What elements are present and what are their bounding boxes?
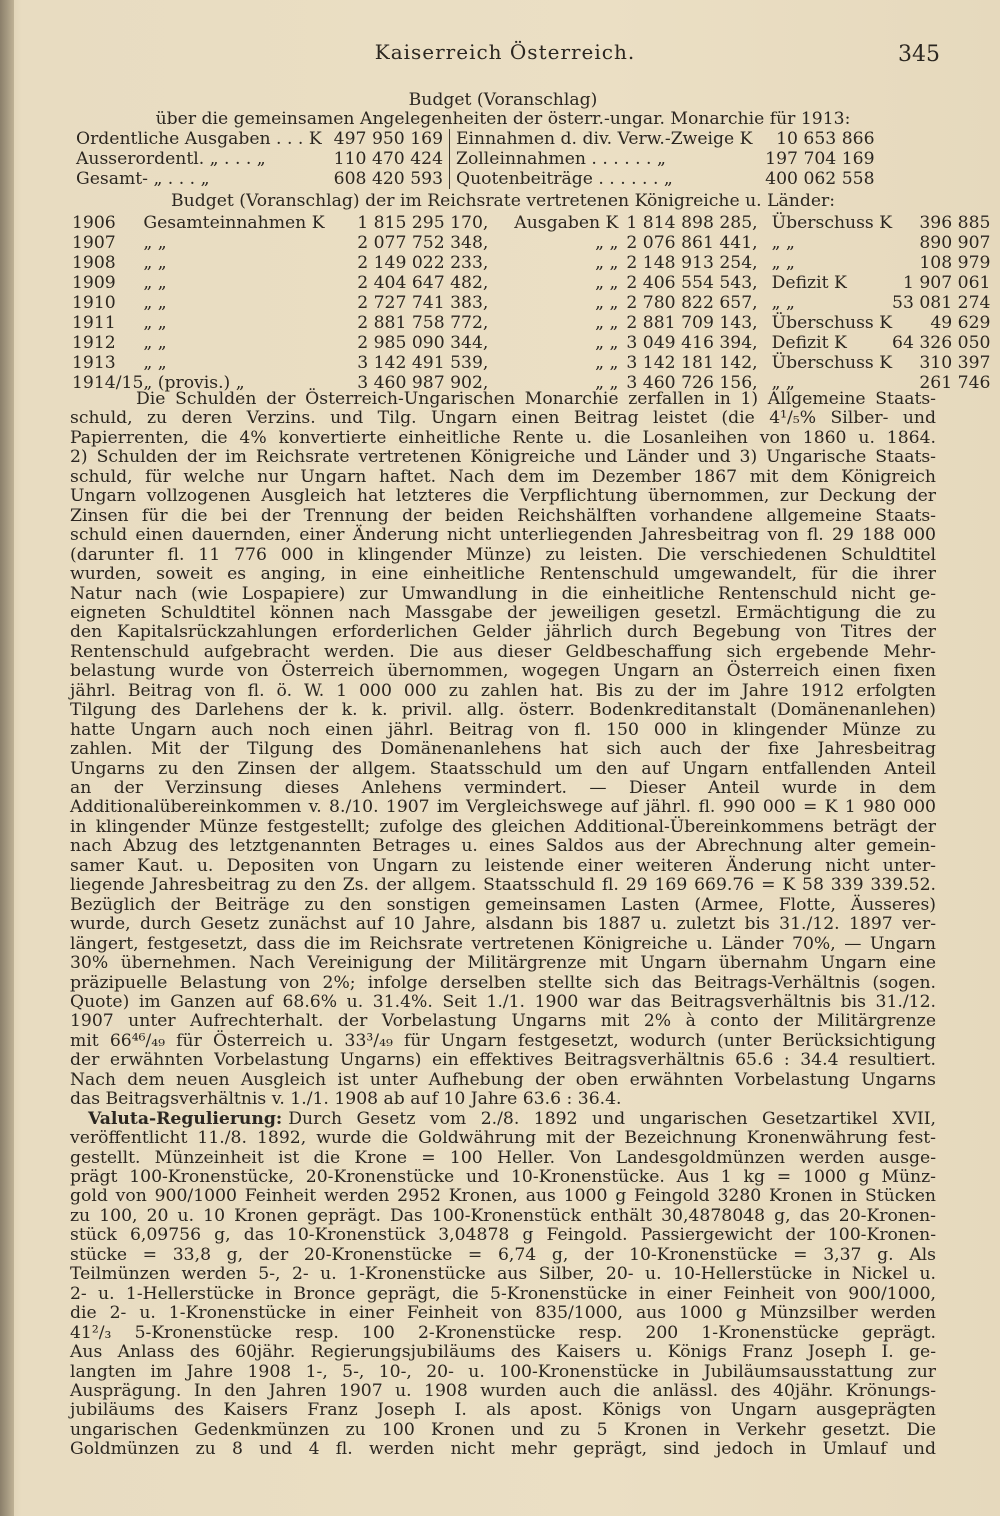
year-cell-result: 108 979 xyxy=(919,253,991,273)
valuta-line: Goldmünzen zu 8 und 4 fl. werden nicht mehr geprägt, sind jedoch in Umlauf und xyxy=(70,1439,936,1460)
year-cell-income-label: „ „ xyxy=(143,273,167,293)
text-line: in klingender Münze festgestellt; zufolge des gleichen Additional-Übereinkommens beträgt der xyxy=(70,816,936,837)
year-cell-income: 2 404 647 482, xyxy=(357,273,489,293)
year-cell-expenditure: 1 814 898 285, xyxy=(626,213,758,233)
yearly-budget-table xyxy=(72,213,990,393)
year-cell-income-label: „ „ xyxy=(143,313,167,333)
text-line: zahlen. Mit der Tilgung des Domänenanlehens hat sich auch der fixe Jahresbeitrag xyxy=(70,739,936,760)
text-line: Quote) im Ganzen auf 68.6% u. 31.4%. Seit 1./1. 1900 war das Beitragsverhältnis bis 31./12. xyxy=(70,991,936,1012)
year-cell-result-label: „ „ xyxy=(771,253,795,273)
valuta-line: gestellt. Münzeinheit ist die Krone = 100 Heller. Von Landesgoldmünzen werden ausge- xyxy=(70,1147,936,1168)
valuta-first-line xyxy=(70,1110,936,1130)
year-cell-income: 2 985 090 344, xyxy=(357,333,489,353)
year-cell-exp-label: Ausgaben K xyxy=(514,213,619,233)
text-line: hatte Ungarn auch noch einen jährl. Beitrag von fl. 150 000 in klingender Münze zu xyxy=(70,719,936,740)
year-cell-expenditure: 2 076 861 441, xyxy=(626,233,758,253)
text-line: 1907 unter Aufrechterhalt. der Vorbelastung Ungarns mit 2% à conto der Militärgrenze xyxy=(70,1011,936,1032)
year-cell-expenditure: 2 148 913 254, xyxy=(626,253,758,273)
year-cell-result: 310 397 xyxy=(919,353,991,373)
year-cell-income-label: „ „ xyxy=(143,353,167,373)
year-cell-result: 890 907 xyxy=(919,233,991,253)
valuta-line: Aus Anlass des 60jähr. Regierungsjubiläums des Kaisers u. Königs Franz Joseph I. ge- xyxy=(70,1342,936,1363)
year-cell-income: 1 815 295 170, xyxy=(357,213,489,233)
valuta-line: Ausprägung. In den Jahren 1907 u. 1908 wurden auch die anlässl. des 40jähr. Krönungs- xyxy=(70,1380,936,1401)
year-cell-income-label: „ (provis.) „ xyxy=(143,373,245,393)
text-line: jährl. Beitrag von fl. ö. W. 1 000 000 zu zahlen hat. Bis zu der im Jahre 1912 erfolgten xyxy=(70,680,936,701)
year-cell-expenditure: 3 142 181 142, xyxy=(626,353,758,373)
year-cell-exp-label: „ „ xyxy=(595,333,619,353)
valuta-line: 2- u. 1-Hellerstücke in Bronce geprägt, die 5-Kronenstücke in einer Feinheit von 900/1000, xyxy=(70,1283,936,1304)
budget-cell-amount2: 400 062 558 xyxy=(765,169,875,189)
text-line: schuld einen dauernden, einer Änderung nicht unterliegenden Jahresbeitrag von fl. 29 188 000 xyxy=(70,525,936,546)
page-number: 345 xyxy=(898,42,940,67)
budget-cell-label: Ordentliche Ausgaben . . . K xyxy=(76,129,322,149)
text-line: das Beitragsverhältnis v. 1./1. 1908 ab auf 10 Jahre 63.6 : 36.4. xyxy=(70,1089,622,1110)
year-cell-year: 1913 xyxy=(72,353,116,373)
running-title: Kaiserreich Österreich. xyxy=(374,40,636,64)
year-cell-year: 1906 xyxy=(72,213,116,233)
budget-cell-label: Gesamt- „ . . . „ xyxy=(76,169,210,189)
year-cell-year: 1907 xyxy=(72,233,116,253)
text-line: (darunter fl. 11 776 000 in klingender Münze) zu leisten. Die verschiedenen Schuldtitel xyxy=(70,544,936,565)
text-line: den Kapitalsrückzahlungen erforderlichen Gelder jährlich durch Begebung von Titres der xyxy=(70,622,936,643)
year-cell-year: 1909 xyxy=(72,273,116,293)
year-cell-income: 3 142 491 539, xyxy=(357,353,489,373)
budget-cell-amount: 608 420 593 xyxy=(328,169,450,189)
year-cell-expenditure: 2 881 709 143, xyxy=(626,313,758,333)
valuta-heading: Valuta-Regulierung: xyxy=(88,1108,283,1129)
year-cell-result: 1 907 061 xyxy=(902,273,991,293)
valuta-line: 41²/₃ 5-Kronenstücke resp. 100 2-Kronenstücke resp. 200 1-Kronenstücke geprägt. xyxy=(70,1322,936,1343)
budget-cell-label2: Zolleinnahmen . . . . . . „ xyxy=(456,149,666,169)
valuta-line: stück 6,09756 g, das 10-Kronenstück 3,04878 g Feingold. Passiergewicht der 100-Kronen- xyxy=(70,1225,936,1246)
year-cell-result-label: „ „ xyxy=(771,373,795,393)
year-row xyxy=(72,213,990,233)
year-row xyxy=(72,273,990,293)
text-line: längert, festgesetzt, dass die im Reichsrate vertretenen Königreiche u. Länder 70%, — Ungarn xyxy=(70,933,936,954)
valuta-line: gold von 900/1000 Feinheit werden 2952 Kronen, aus 1000 g Feingold 3280 Kronen in Stücken xyxy=(70,1186,936,1207)
year-cell-year: 1914/15 xyxy=(72,373,144,393)
text-line: Ungarn vollzogenen Ausgleich hat letzteres die Verpflichtung übernommen, zur Deckung der xyxy=(70,486,936,507)
year-cell-income-label: „ „ xyxy=(143,293,167,313)
year-cell-result-label: Überschuss K xyxy=(771,353,893,373)
text-line: Bezüglich der Beiträge zu den sonstigen gemeinsamen Lasten (Armee, Flotte, Äusseres) xyxy=(70,894,936,915)
valuta-line: Teilmünzen werden 5-, 2- u. 1-Kronenstücke aus Silber, 20- u. 10-Hellerstücke in Nickel u. xyxy=(70,1264,936,1285)
budget-cell-amount2: 10 653 866 xyxy=(776,129,875,149)
common-budget-row xyxy=(72,169,881,189)
year-cell-result: 49 629 xyxy=(930,313,991,333)
text-line: liegende Jahresbeitrag zu den Zs. der allgem. Staatsschuld fl. 29 169 669.76 = K 58 339 339.52. xyxy=(70,875,936,896)
common-budget-table xyxy=(72,129,881,189)
common-budget-row xyxy=(72,129,881,149)
year-cell-income: 3 460 987 902, xyxy=(357,373,489,393)
text-line: belastung wurde von Österreich übernommen, wogegen Ungarn an Österreich einen fixen xyxy=(70,661,936,682)
year-cell-income: 2 149 022 233, xyxy=(357,253,489,273)
year-cell-result-label: Überschuss K xyxy=(771,213,893,233)
text-line: schuld, für welche nur Ungarn haftet. Nach dem im Dezember 1867 mit dem Königreich xyxy=(70,466,936,487)
year-cell-expenditure: 2 406 554 543, xyxy=(626,273,758,293)
text-line: Zinsen für die bei der Trennung der beiden Reichshälften vorhandene allgemeine Staats- xyxy=(70,505,936,526)
year-cell-result: 53 081 274 xyxy=(892,293,991,313)
year-cell-year: 1908 xyxy=(72,253,116,273)
year-cell-exp-label: „ „ xyxy=(595,233,619,253)
common-budget-row xyxy=(72,149,881,169)
valuta-line: prägt 100-Kronenstücke, 20-Kronenstücke und 10-Kronenstücke. Aus 1 kg = 1000 g Münz- xyxy=(70,1167,936,1187)
year-row xyxy=(72,353,990,373)
year-cell-year: 1911 xyxy=(72,313,116,333)
text-line: eigneten Schuldtitel können nach Massgabe der jeweiligen gesetzl. Ermächtigung die zu xyxy=(70,602,936,623)
text-line: wurden, soweit es anging, in eine einheitliche Rentenschuld umgewandelt, für die ihrer xyxy=(70,564,936,585)
text-line: samer Kaut. u. Depositen von Ungarn zu leistende einer weiteren Änderung nicht unter- xyxy=(70,855,936,876)
year-cell-year: 1910 xyxy=(72,293,116,313)
text-line: Papierrenten, die 4% konvertierte einheitliche Rente u. die Losanleihen von 1860 u. 1864. xyxy=(70,427,936,448)
text-line: 2) Schulden der im Reichsrate vertretenen Königreiche und Länder und 3) Ungarische Staats- xyxy=(70,447,936,468)
text-line: präzipuelle Belastung von 2%; infolge derselben stellte sich das Beitrags-Verhältnis (sogen. xyxy=(70,972,936,993)
text-line: Natur nach (wie Lospapiere) zur Umwandlung in die einheitliche Rentenschuld nicht ge- xyxy=(70,583,936,604)
text-line: schuld, zu deren Verzins. und Tilg. Ungarn einen Beitrag leistet (die 4¹/₅% Silber- und xyxy=(70,408,936,429)
year-cell-year: 1912 xyxy=(72,333,116,353)
text-line: wurde, durch Gesetz zunächst auf 10 Jahre, alsdann bis 1887 u. zuletzt bis 31./12. 1897 ver- xyxy=(70,914,936,935)
budget-cell-amount: 110 470 424 xyxy=(328,149,450,169)
text-line: der erwähnten Vorbelastung Ungarns) ein effektives Beitragsverhältnis 65.6 : 34.4 resultiert. xyxy=(70,1050,936,1071)
year-cell-income: 2 077 752 348, xyxy=(357,233,489,253)
year-cell-result-label: „ „ xyxy=(771,233,795,253)
text-line: Nach dem neuen Ausgleich ist unter Aufhebung der oben erwähnten Vorbelastung Ungarns xyxy=(70,1069,936,1090)
page-header xyxy=(70,40,940,70)
year-cell-income-label: Gesamteinnahmen K xyxy=(143,213,325,233)
text-line: Ungarns zu den Zinsen der allgem. Staatsschuld um den auf Ungarn entfallenden Anteil xyxy=(70,758,936,779)
year-cell-result-label: Defizit K xyxy=(771,273,847,293)
valuta-first-rest: Durch Gesetz vom 2./8. 1892 und ungarischen Gesetzartikel XVII, xyxy=(288,1108,936,1129)
year-cell-exp-label: „ „ xyxy=(595,353,619,373)
year-cell-income: 2 881 758 772, xyxy=(357,313,489,333)
year-cell-result: 64 326 050 xyxy=(892,333,991,353)
year-cell-expenditure: 3 049 416 394, xyxy=(626,333,758,353)
valuta-line: stücke = 33,8 g, der 20-Kronenstücke = 6,74 g, der 10-Kronenstücke = 3,37 g. Als xyxy=(70,1244,936,1265)
year-cell-result-label: Überschuss K xyxy=(771,313,893,333)
year-cell-exp-label: „ „ xyxy=(595,273,619,293)
budget-subtitle: über die gemeinsamen Angelegenheiten der österr.-ungar. Monarchie für 1913: xyxy=(155,109,851,129)
budget-cell-label2: Quotenbeiträge . . . . . . „ xyxy=(456,169,673,189)
year-row xyxy=(72,253,990,273)
year-cell-result: 261 746 xyxy=(919,373,991,393)
valuta-line: veröffentlicht 11./8. 1892, wurde die Goldwährung mit der Bezeichnung Kronenwährung fest- xyxy=(70,1128,936,1149)
year-row xyxy=(72,333,990,353)
year-cell-income-label: „ „ xyxy=(143,253,167,273)
budget-title: Budget (Voranschlag) xyxy=(408,90,598,110)
year-cell-exp-label: „ „ xyxy=(595,253,619,273)
year-cell-result-label: Defizit K xyxy=(771,333,847,353)
valuta-line: die 2- u. 1-Kronenstücke in einer Feinheit von 835/1000, aus 1000 g Münzsilber werden xyxy=(70,1303,936,1324)
year-cell-income-label: „ „ xyxy=(143,333,167,353)
year-cell-income-label: „ „ xyxy=(143,233,167,253)
year-cell-exp-label: „ „ xyxy=(595,293,619,313)
budget-cell-amount: 497 950 169 xyxy=(328,129,450,149)
text-line: 30% übernehmen. Nach Vereinigung der Militärgrenze mit Ungarn übernahm Ungarn eine xyxy=(70,953,936,974)
budget-cell-label2: Einnahmen d. div. Verw.-Zweige K xyxy=(456,129,753,149)
year-cell-expenditure: 2 780 822 657, xyxy=(626,293,758,313)
text-line: Additionalübereinkommen v. 8./10. 1907 im Vergleichswege auf jährl. fl. 990 000 = K 1 980 000 xyxy=(70,797,936,818)
year-cell-income: 2 727 741 383, xyxy=(357,293,489,313)
year-cell-exp-label: „ „ xyxy=(595,313,619,333)
text-line: Die Schulden der Österreich-Ungarischen Monarchie zerfallen in 1) Allgemeine Staats- xyxy=(136,389,936,409)
text-line: Rentenschuld aufgebracht werden. Die aus dieser Geldbeschaffung sich ergebende Mehr- xyxy=(70,641,936,662)
year-cell-result: 396 885 xyxy=(919,213,991,233)
year-cell-exp-label: „ „ xyxy=(595,373,619,393)
text-line: an der Verzinsung dieses Anlehens vermindert. — Dieser Anteil wurde in dem xyxy=(70,778,936,798)
year-row xyxy=(72,313,990,333)
text-line: Tilgung des Darlehens der k. k. privil. allg. österr. Bodenkreditanstalt (Domänenanlehen) xyxy=(70,700,936,721)
year-cell-expenditure: 3 460 726 156, xyxy=(626,373,758,393)
year-row xyxy=(72,293,990,313)
year-cell-result-label: „ „ xyxy=(771,293,795,313)
valuta-line: zu 100, 20 u. 10 Kronen geprägt. Das 100-Kronenstück enthält 30,4878048 g, das 20-Kronen- xyxy=(70,1205,936,1226)
text-line: nach Abzug des letztgenannten Betrages u. eines Saldos aus der Abrechnung alter gemein- xyxy=(70,836,936,857)
valuta-line: ungarischen Gedenkmünzen zu 100 Kronen und zu 5 Kronen in Verkehr gesetzt. Die xyxy=(70,1419,936,1440)
reichsrat-budget-title: Budget (Voranschlag) der im Reichsrate vertretenen Königreiche u. Länder: xyxy=(171,191,835,211)
book-spine-shadow xyxy=(0,0,14,1516)
budget-cell-amount2: 197 704 169 xyxy=(765,149,875,169)
valuta-line: langten im Jahre 1908 1-, 5-, 10-, 20- u. 100-Kronenstücke in Jubiläumsausstattung zur xyxy=(70,1361,936,1382)
text-line: mit 66⁴⁶/₄₉ für Österreich u. 33³/₄₉ für Ungarn festgesetzt, wodurch (unter Berücksichtigung xyxy=(70,1030,936,1051)
year-row xyxy=(72,233,990,253)
valuta-line: jubiläums des Kaisers Franz Joseph I. als apost. Königs von Ungarn ausgeprägten xyxy=(70,1400,936,1421)
budget-cell-label: Ausserordentl. „ . . . „ xyxy=(76,149,266,169)
